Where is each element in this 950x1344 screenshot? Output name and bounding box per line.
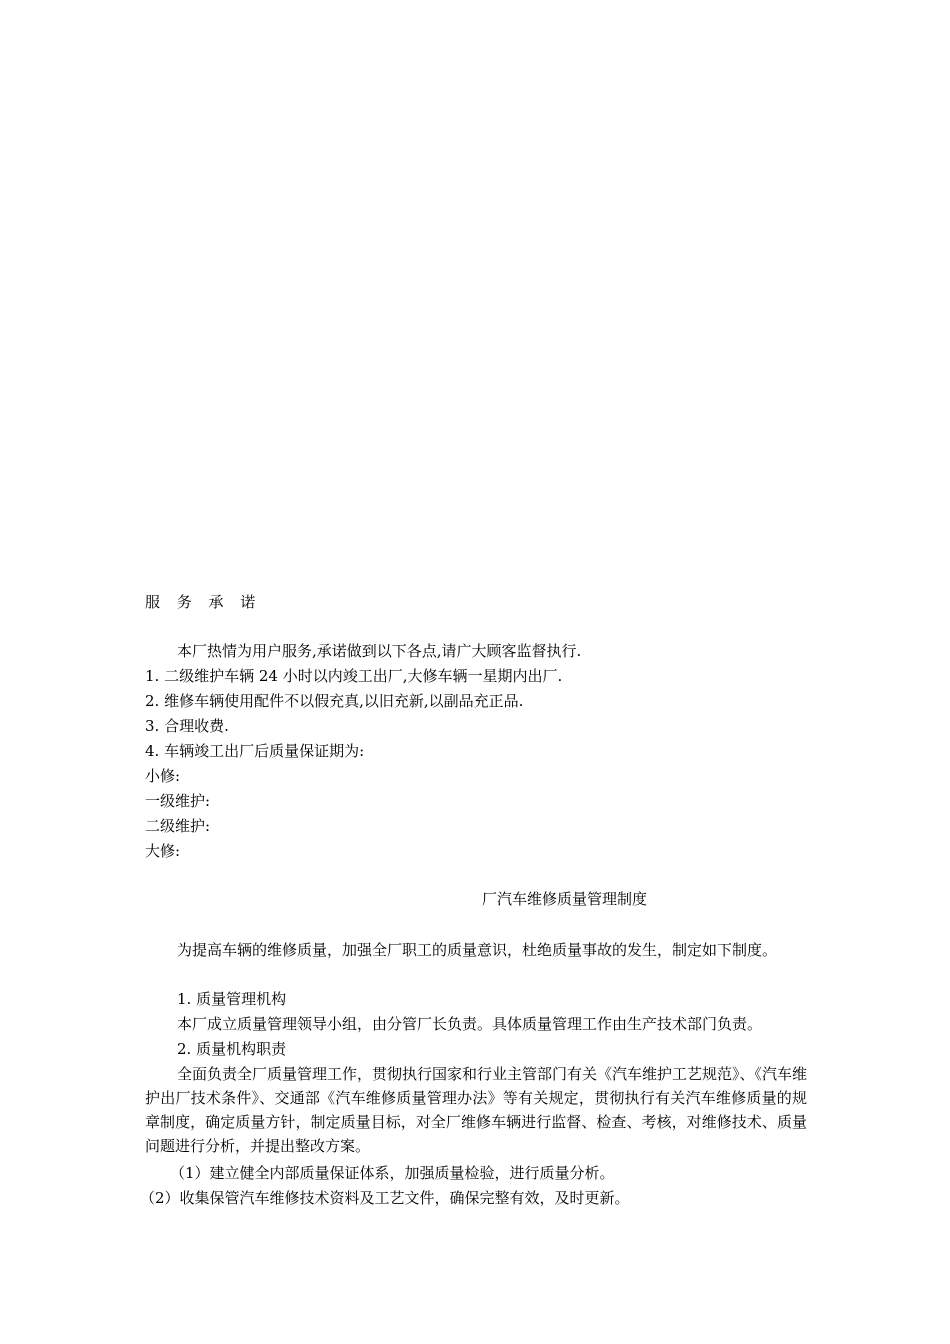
service-item-2: 2. 维修车辆使用配件不以假充真,以旧充新,以副品充正品. [145, 692, 524, 710]
warranty-overhaul: 大修: [145, 842, 181, 860]
warranty-level2: 二级维护: [145, 817, 211, 835]
warranty-level1: 一级维护: [145, 792, 211, 810]
section2-body-para [145, 1062, 807, 1158]
section1-heading: 1. 质量管理机构 [177, 990, 287, 1008]
service-title: 服 务 承 诺 [145, 593, 262, 611]
service-item-4: 4. 车辆竣工出厂后质量保证期为: [145, 742, 365, 760]
quality-intro-para [145, 938, 807, 962]
section2-body: 全面负责全厂质量管理工作，贯彻执行国家和行业主管部门有关《汽车维护工艺规范》、《汽车维护出厂技术条件》、交通部《汽车维修质量管理办法》等有关规定，贯彻执行有关汽车维修质量的规章制度，确定质量方针，制定质量目标，对全厂维修车辆进行监督、检查、考核，对维修技术、质量问题进行分析，并提出整改方案。 [145, 1065, 808, 1155]
quality-intro: 为提高车辆的维修质量，加强全厂职工的质量意识，杜绝质量事故的发生，制定如下制度。 [177, 941, 778, 959]
warranty-minor-repair: 小修: [145, 767, 181, 785]
subitem-2: （2）收集保管汽车维修技术资料及工艺文件，确保完整有效，及时更新。 [140, 1189, 630, 1207]
quality-title: 厂汽车维修质量管理制度 [482, 890, 648, 908]
section1-body: 本厂成立质量管理领导小组，由分管厂长负责。具体质量管理工作由生产技术部门负责。 [177, 1015, 763, 1033]
service-intro: 本厂热情为用户服务,承诺做到以下各点,请广大顾客监督执行. [177, 642, 582, 660]
service-item-3: 3. 合理收费. [145, 717, 229, 735]
section2-heading: 2. 质量机构职责 [177, 1040, 287, 1058]
subitem-1: （1）建立健全内部质量保证体系，加强质量检验，进行质量分析。 [170, 1164, 615, 1182]
service-item-1: 1. 二级维护车辆 24 小时以内竣工出厂,大修车辆一星期内出厂. [145, 667, 563, 685]
